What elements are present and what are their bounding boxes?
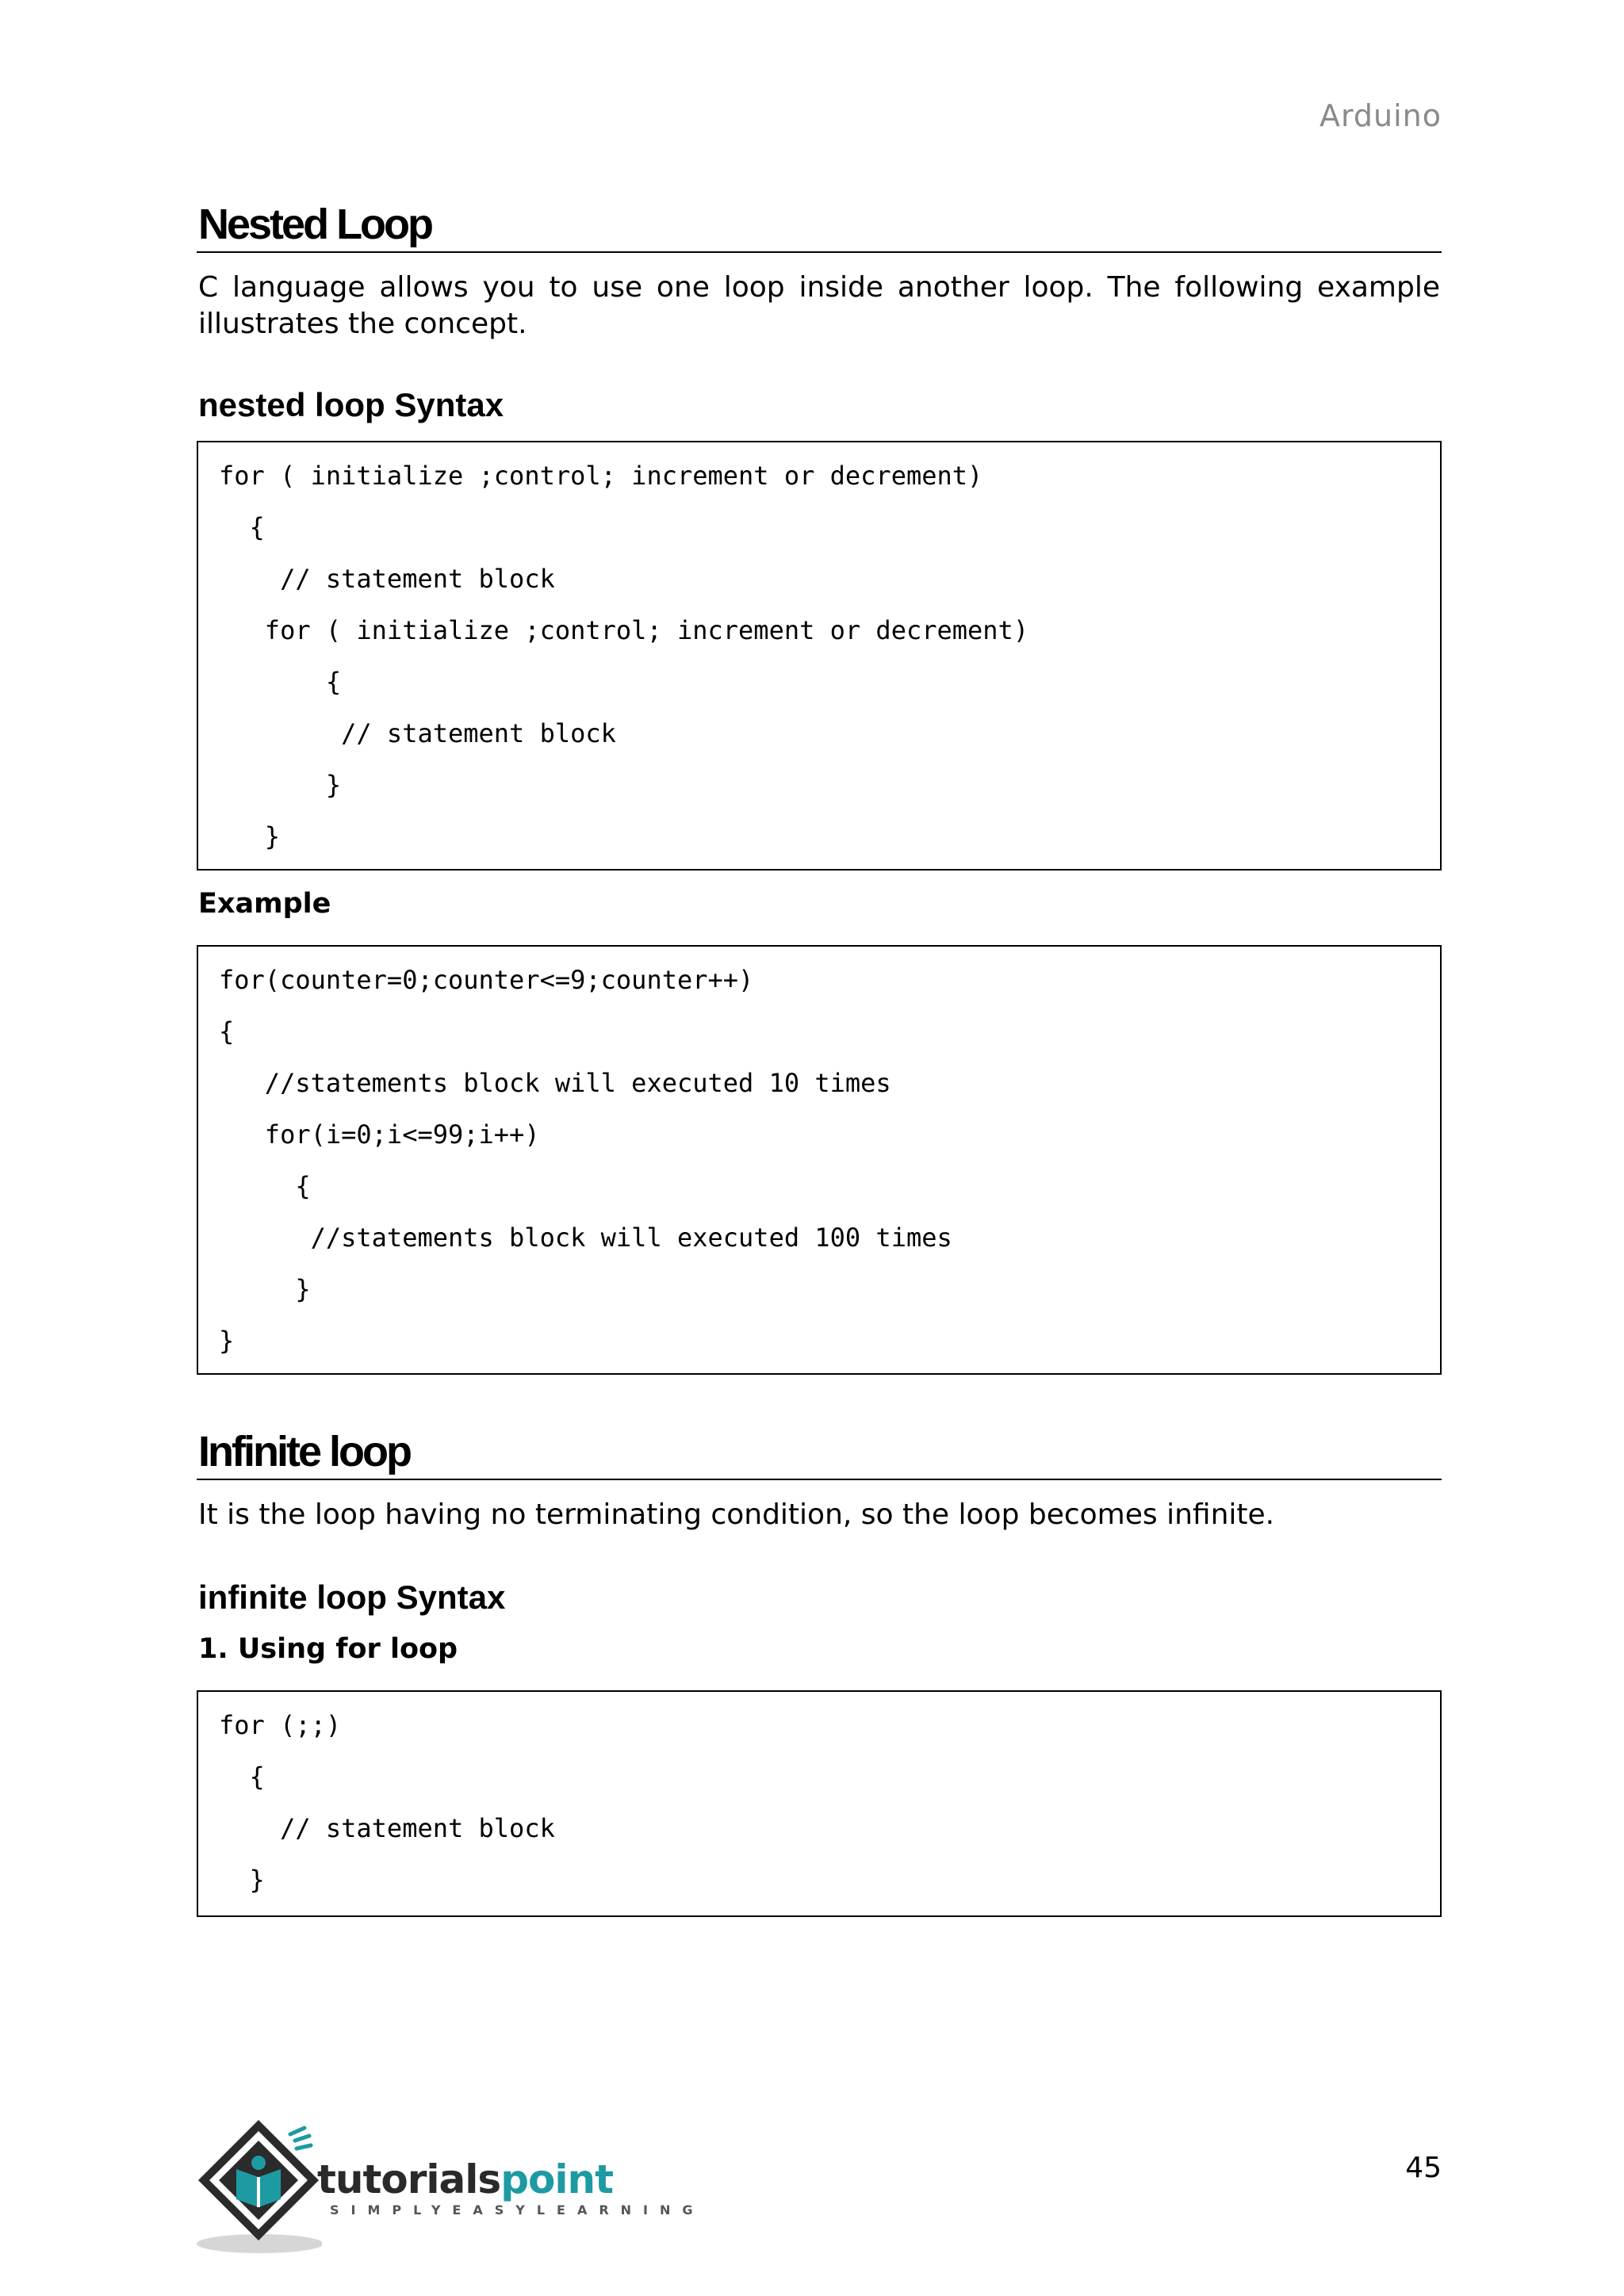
code-line: //statements block will executed 10 times	[219, 1068, 891, 1098]
logo-tagline: SIMPLYEASYLEARNING	[330, 2202, 705, 2218]
using-for-loop-heading: 1. Using for loop	[198, 1633, 458, 1665]
section-divider	[197, 1479, 1442, 1480]
code-line: }	[219, 1865, 265, 1895]
code-line: // statement block	[219, 718, 616, 748]
section-title-infinite-loop: Infinite loop	[198, 1428, 410, 1475]
code-line: }	[219, 770, 342, 800]
nested-loop-syntax-code-block	[197, 441, 1442, 871]
infinite-loop-intro: It is the loop having no terminating condition, so the loop becomes infinite.	[198, 1498, 1275, 1531]
code-line: }	[219, 1326, 235, 1356]
logo-wordmark-part1: tutorials	[317, 2156, 501, 2202]
code-line: for(i=0;i<=99;i++)	[219, 1119, 540, 1150]
section-title-nested-loop: Nested Loop	[198, 201, 432, 248]
infinite-loop-syntax-code-block	[197, 1690, 1442, 1917]
code-line: {	[219, 667, 342, 697]
code-line: for(counter=0;counter<=9;counter++)	[219, 965, 754, 995]
running-header: Arduino	[1319, 98, 1442, 133]
logo-wordmark-part2: point	[500, 2156, 613, 2202]
code-line: // statement block	[219, 1813, 555, 1843]
page-number: 45	[1405, 2152, 1442, 2184]
code-line: {	[219, 1762, 265, 1792]
logo-wordmark	[317, 2156, 613, 2202]
section-divider	[197, 251, 1442, 253]
code-line: //statements block will executed 100 times	[219, 1223, 952, 1253]
infinite-loop-syntax-heading: infinite loop Syntax	[198, 1578, 506, 1616]
nested-loop-intro: C language allows you to use one loop inside another loop. The following example illustrates the concept.	[198, 271, 1440, 340]
tutorialspoint-logo-icon	[195, 2117, 322, 2260]
code-line: // statement block	[219, 564, 555, 594]
code-line: {	[219, 1171, 311, 1201]
nested-loop-syntax-heading: nested loop Syntax	[198, 386, 504, 423]
code-line: }	[219, 821, 281, 851]
code-line: {	[219, 512, 265, 542]
tutorialspoint-logo	[195, 2117, 705, 2260]
example-heading: Example	[198, 888, 331, 920]
code-line: for (;;)	[219, 1710, 342, 1740]
code-line: for ( initialize ;control; increment or decrement)	[219, 615, 1029, 645]
code-line: }	[219, 1274, 311, 1304]
code-line: {	[219, 1016, 235, 1047]
code-line: for ( initialize ;control; increment or decrement)	[219, 461, 983, 491]
nested-loop-example-code-block	[197, 945, 1442, 1375]
